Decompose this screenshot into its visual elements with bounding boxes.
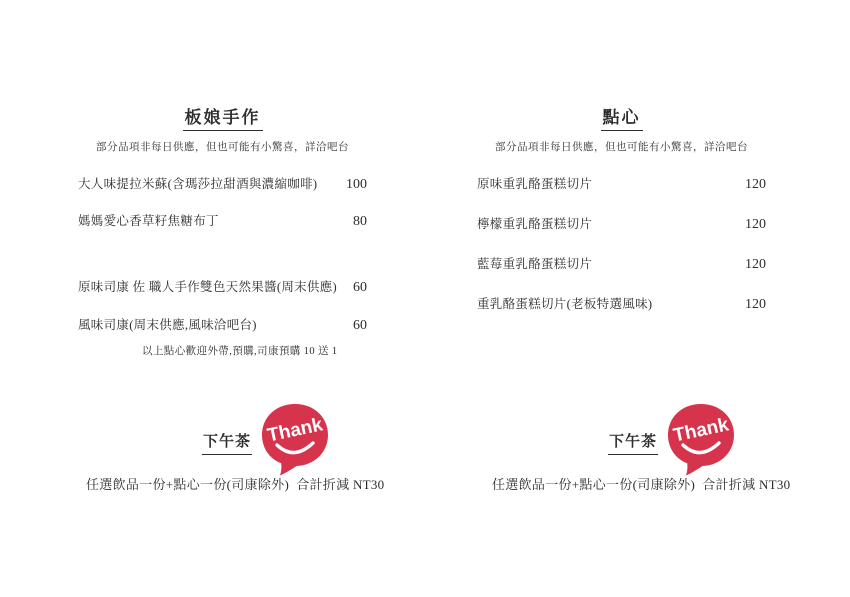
thank-stamp-icon bbox=[662, 402, 740, 476]
menu-item bbox=[78, 316, 367, 335]
thank-stamp-text: Thank bbox=[671, 414, 731, 447]
item-name: 重乳酪蛋糕切片(老板特選風味) bbox=[477, 297, 653, 311]
item-price: 120 bbox=[745, 177, 766, 192]
menu-item bbox=[477, 295, 766, 314]
handmade-title-wrap bbox=[78, 109, 367, 131]
takeout-note: 以上點心歡迎外帶,預購,司康預購 10 送 1 bbox=[142, 346, 338, 357]
afternoon-tea-title: 下午茶 bbox=[608, 434, 658, 455]
item-price: 120 bbox=[745, 217, 766, 232]
handmade-subtitle: 部分品項非每日供應，但也可能有小驚喜，詳洽吧台 bbox=[96, 142, 349, 153]
item-name: 原味司康 佐 職人手作雙色天然果醬(周末供應) bbox=[78, 280, 337, 294]
afternoon-tea-description: 任選飲品一份+點心一份(司康除外) 合計折減 NT30 bbox=[492, 477, 791, 492]
afternoon-tea-title: 下午茶 bbox=[202, 434, 252, 455]
item-name: 大人味提拉米蘇(含瑪莎拉甜酒與濃縮咖啡) bbox=[78, 177, 318, 191]
afternoon-tea-left bbox=[78, 400, 384, 500]
thank-stamp-icon bbox=[256, 402, 334, 476]
section-title-handmade: 板娘手作 bbox=[183, 109, 263, 131]
afternoon-tea-description: 任選飲品一份+點心一份(司康除外) 合計折減 NT30 bbox=[86, 477, 385, 492]
desserts-subtitle: 部分品項非每日供應，但也可能有小驚喜，詳洽吧台 bbox=[495, 142, 748, 153]
item-price: 60 bbox=[353, 280, 367, 295]
menu-item bbox=[78, 175, 367, 194]
item-name: 藍莓重乳酪蛋糕切片 bbox=[477, 257, 593, 271]
menu-item bbox=[78, 278, 367, 297]
menu-item bbox=[477, 175, 766, 194]
thank-stamp-text: Thank bbox=[265, 414, 325, 447]
item-price: 120 bbox=[745, 257, 766, 272]
item-name: 原味重乳酪蛋糕切片 bbox=[477, 177, 593, 191]
menu-item bbox=[78, 212, 367, 231]
item-price: 80 bbox=[353, 214, 367, 229]
menu-item bbox=[477, 215, 766, 234]
item-price: 100 bbox=[346, 177, 367, 192]
desserts-title-wrap bbox=[477, 109, 766, 131]
item-price: 120 bbox=[745, 297, 766, 312]
item-name: 媽媽愛心香草籽焦糖布丁 bbox=[78, 214, 219, 228]
afternoon-tea-right bbox=[484, 400, 790, 500]
menu-item bbox=[477, 255, 766, 274]
item-name: 風味司康(周末供應,風味洽吧台) bbox=[78, 318, 257, 332]
item-price: 60 bbox=[353, 318, 367, 333]
section-title-desserts: 點心 bbox=[601, 109, 643, 131]
item-name: 檸檬重乳酪蛋糕切片 bbox=[477, 217, 593, 231]
